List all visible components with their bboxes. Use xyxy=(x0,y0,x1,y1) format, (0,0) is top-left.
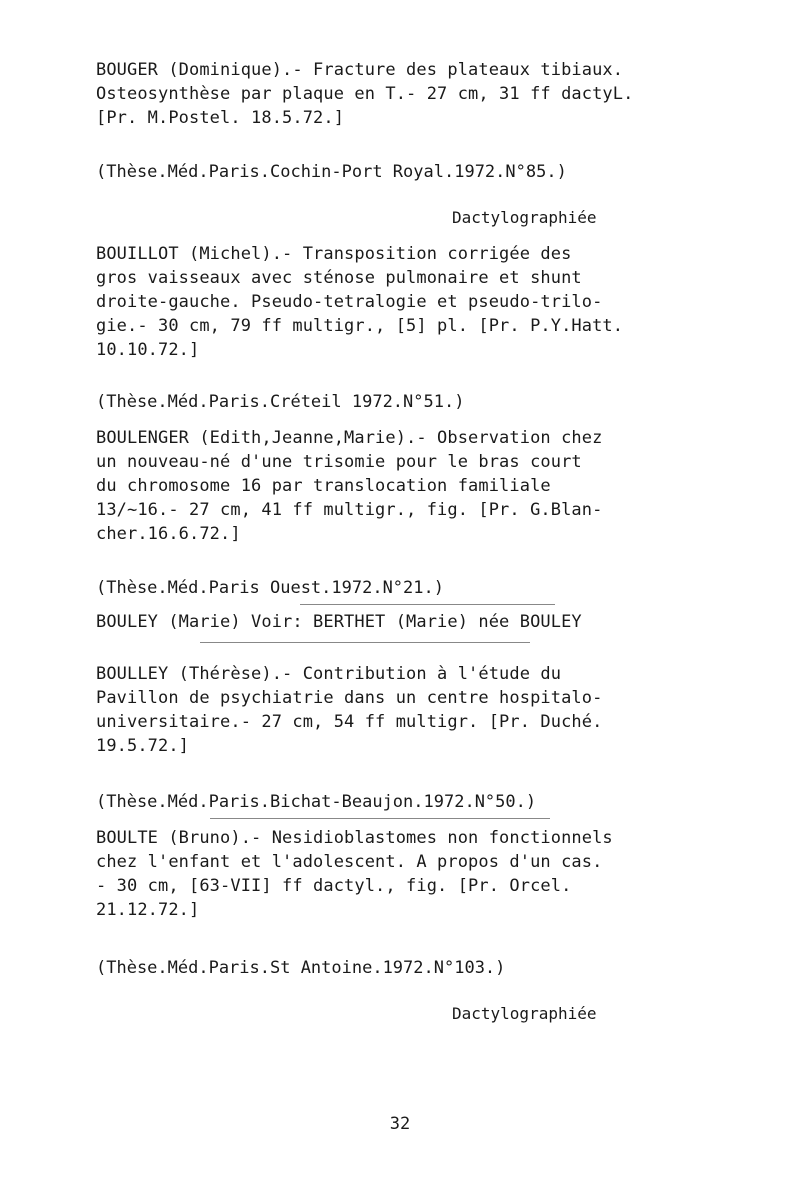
entry-line: BOUILLOT (Michel).- Transposition corrigée des xyxy=(96,244,572,264)
entry-line: BOULTE (Bruno).- Nesidioblastomes non fonctionnels xyxy=(96,828,613,848)
catalog-entry-bouillot xyxy=(96,242,756,362)
catalog-entry-boulley xyxy=(96,662,756,758)
page-number: 32 xyxy=(389,1114,411,1134)
entry-line: du chromosome 16 par translocation familiale xyxy=(96,476,551,496)
entry-line: droite-gauche. Pseudo-tetralogie et pseudo-trilo- xyxy=(96,292,603,312)
catalog-entry-boulte xyxy=(96,826,756,922)
separator-rule xyxy=(210,818,550,819)
thesis-source: (Thèse.Méd.Paris.Cochin-Port Royal.1972.N°85.) xyxy=(96,162,567,182)
entry-line: BOULLEY (Thérèse).- Contribution à l'étude du xyxy=(96,664,562,684)
entry-line: [Pr. M.Postel. 18.5.72.] xyxy=(96,108,345,128)
entry-line: gros vaisseaux avec sténose pulmonaire et shunt xyxy=(96,268,582,288)
entry-line: 19.5.72.] xyxy=(96,736,190,756)
entry-line: Osteosynthèse par plaque en T.- 27 cm, 31 ff dactyL. xyxy=(96,84,634,104)
entry-line: BOUGER (Dominique).- Fracture des plateaux tibiaux. xyxy=(96,60,624,80)
entry-line: chez l'enfant et l'adolescent. A propos d'un cas. xyxy=(96,852,603,872)
entry-line: Pavillon de psychiatrie dans un centre hospitalo- xyxy=(96,688,603,708)
separator-rule xyxy=(300,604,555,605)
typescript-note: Dactylographiée xyxy=(452,1004,597,1023)
entry-line: - 30 cm, [63-VII] ff dactyl., fig. [Pr. Orcel. xyxy=(96,876,572,896)
entry-line: 13/~16.- 27 cm, 41 ff multigr., fig. [Pr. G.Blan- xyxy=(96,500,603,520)
entry-line: universitaire.- 27 cm, 54 ff multigr. [Pr. Duché. xyxy=(96,712,603,732)
catalog-entry-boulenger xyxy=(96,426,756,546)
entry-line: 21.12.72.] xyxy=(96,900,200,920)
catalog-entry-bouger xyxy=(96,58,756,130)
catalog-entry-bouley xyxy=(96,610,756,634)
cross-reference: BOULEY (Marie) Voir: BERTHET (Marie) née BOULEY xyxy=(96,612,582,632)
separator-rule xyxy=(200,642,530,643)
thesis-source: (Thèse.Méd.Paris.Bichat-Beaujon.1972.N°50.) xyxy=(96,792,537,812)
thesis-source: (Thèse.Méd.Paris.St Antoine.1972.N°103.) xyxy=(96,958,506,978)
thesis-source: (Thèse.Méd.Paris Ouest.1972.N°21.) xyxy=(96,578,444,598)
typescript-note: Dactylographiée xyxy=(452,208,597,227)
entry-line: 10.10.72.] xyxy=(96,340,200,360)
entry-line: cher.16.6.72.] xyxy=(96,524,241,544)
thesis-source: (Thèse.Méd.Paris.Créteil 1972.N°51.) xyxy=(96,392,465,412)
entry-line: un nouveau-né d'une trisomie pour le bras court xyxy=(96,452,582,472)
entry-line: BOULENGER (Edith,Jeanne,Marie).- Observation chez xyxy=(96,428,603,448)
entry-line: gie.- 30 cm, 79 ff multigr., [5] pl. [Pr. P.Y.Hatt. xyxy=(96,316,624,336)
